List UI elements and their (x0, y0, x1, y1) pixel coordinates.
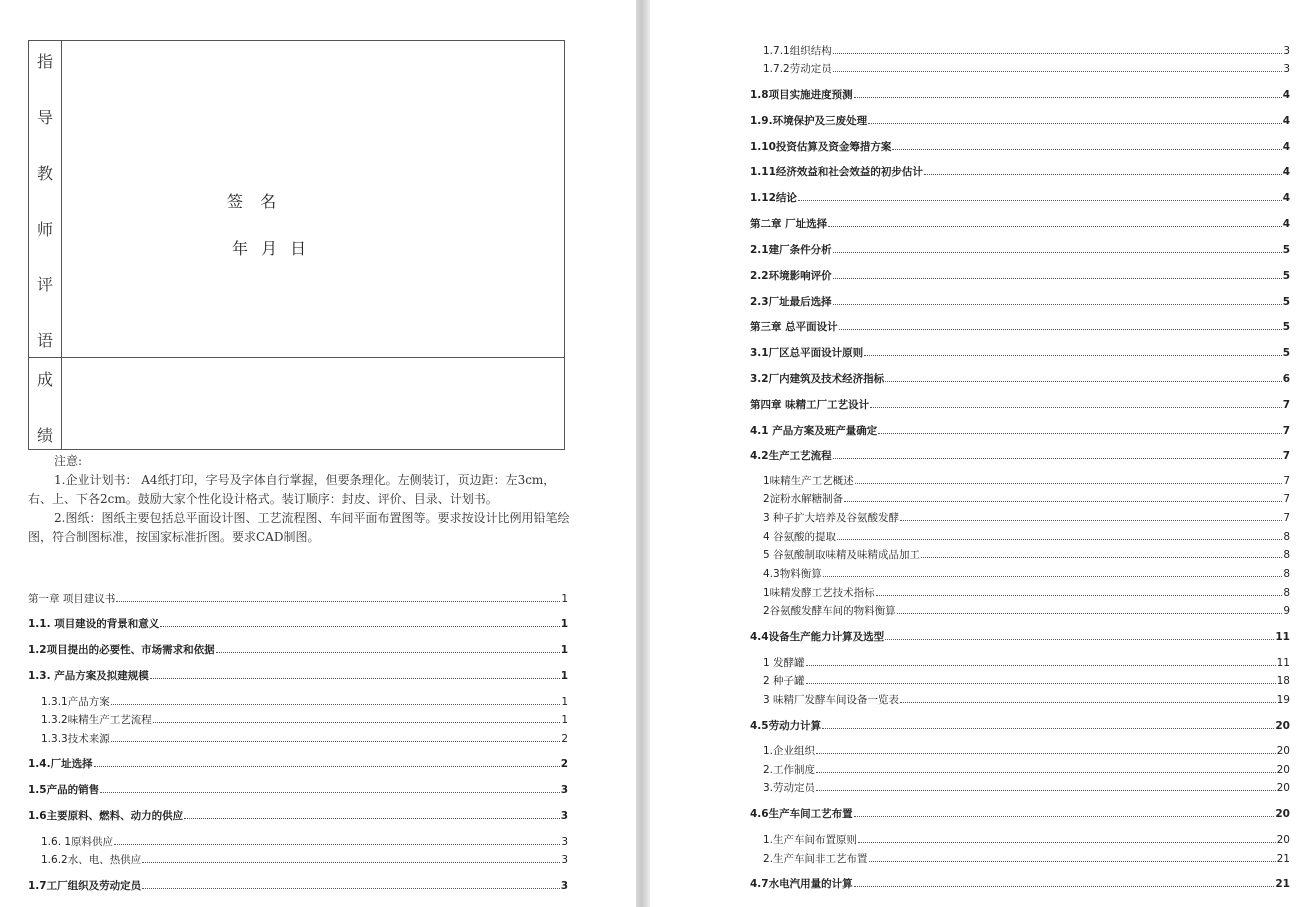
toc-dot-leader (142, 862, 560, 863)
toc-dot-leader (160, 626, 559, 627)
toc-entry-title: 1.8项目实施进度预测 (750, 89, 853, 101)
toc-dot-leader (822, 728, 1274, 729)
toc-entry-title: 1.3.3技术来源 (41, 733, 110, 745)
toc-page-number: 3 (560, 784, 568, 796)
toc-entry (750, 397, 1290, 412)
toc-page-number: 3 (560, 810, 568, 822)
toc-entry (763, 510, 1290, 525)
toc-page-number: 4 (1282, 218, 1290, 230)
toc-dot-leader (833, 304, 1282, 305)
toc-entry (750, 216, 1290, 231)
toc-entry-title: 4.6生产车间工艺布置 (750, 808, 853, 820)
toc-entry (41, 834, 568, 849)
toc-page-number: 11 (1275, 631, 1290, 643)
toc-entry (763, 762, 1290, 777)
toc-page-number: 7 (1282, 450, 1290, 462)
grade-label (29, 358, 62, 450)
toc-entry (750, 190, 1290, 205)
toc-dot-leader (837, 539, 1282, 540)
toc-entry-title: 2淀粉水解糖制备 (763, 493, 844, 505)
notes-section (28, 452, 573, 547)
toc-entry (750, 139, 1290, 154)
toc-page-number: 9 (1283, 605, 1290, 617)
toc-entry-title: 1.6主要原料、燃料、动力的供应 (28, 810, 184, 822)
toc-entry-title: 4.4设备生产能力计算及选型 (750, 631, 885, 643)
toc-page-number: 4 (1282, 89, 1290, 101)
date-label: 年 月 日 (232, 239, 308, 258)
toc-entry (28, 756, 568, 771)
toc-page-number: 3 (560, 880, 568, 892)
toc-entry (763, 585, 1290, 600)
toc-page-number: 5 (1282, 321, 1290, 333)
toc-entry-title: 1.3.2味精生产工艺流程 (41, 714, 152, 726)
toc-page-number: 8 (1283, 549, 1290, 561)
toc-dot-leader (878, 433, 1281, 434)
toc-entry-title: 1.9.环境保护及三废处理 (750, 115, 868, 127)
toc-dot-leader (868, 123, 1282, 124)
toc-entry-title: 2.2环境影响评价 (750, 270, 832, 282)
label-char: 语 (37, 331, 54, 350)
toc-page-number: 11 (1276, 657, 1290, 669)
toc-page-number: 3 (1283, 45, 1290, 57)
toc-dot-leader (142, 888, 560, 889)
toc-entry-title: 2 种子罐 (763, 675, 805, 687)
toc-entry-title: 4.5劳动力计算 (750, 720, 822, 732)
toc-page-number: 8 (1283, 568, 1290, 580)
toc-page-number: 7 (1283, 493, 1290, 505)
toc-entry-title: 1.生产车间布置原则 (763, 834, 858, 846)
toc-dot-leader (892, 149, 1281, 150)
toc-entry (750, 242, 1290, 257)
toc-page-number: 1 (561, 593, 568, 605)
toc-entry-title: 1.6. 1原料供应 (41, 836, 114, 848)
toc-entry (763, 566, 1290, 581)
teacher-comment-label (29, 41, 62, 357)
toc-entry-title: 1.7.2劳动定员 (763, 63, 832, 75)
toc-entry-title: 2谷氨酸发酵车间的物料衡算 (763, 605, 896, 617)
toc-entry (763, 692, 1290, 707)
toc-page-number: 20 (1276, 745, 1290, 757)
toc-entry (41, 852, 568, 867)
toc-dot-leader (184, 818, 560, 819)
toc-page-number: 1 (560, 618, 568, 630)
toc-entry-title: 2.工作制度 (763, 764, 816, 776)
toc-page-number: 4 (1282, 115, 1290, 127)
toc-entry (763, 780, 1290, 795)
toc-entry (763, 491, 1290, 506)
toc-page-number: 4 (1282, 166, 1290, 178)
toc-entry (750, 164, 1290, 179)
toc-dot-leader (833, 53, 1283, 54)
toc-entry-title: 1 发酵罐 (763, 657, 805, 669)
toc-entry (41, 694, 568, 709)
document-page-left (0, 0, 636, 907)
toc-dot-leader (806, 683, 1276, 684)
toc-entry (763, 832, 1290, 847)
toc-entry-title: 5 谷氨酸制取味精及味精成品加工 (763, 549, 921, 561)
toc-dot-leader (823, 576, 1283, 577)
toc-page-number: 21 (1276, 853, 1290, 865)
toc-entry (763, 473, 1290, 488)
toc-entry (750, 319, 1290, 334)
toc-entry (750, 345, 1290, 360)
toc-page-number: 19 (1276, 694, 1290, 706)
toc-dot-leader (94, 766, 560, 767)
toc-entry (763, 603, 1290, 618)
notes-item: 2.图纸：图纸主要包括总平面设计图、工艺流程图、车间平面布置图等。要求按设计比例用铅笔绘图，符合制图标准，按国家标准折图。要求CAD制图。 (28, 511, 570, 544)
toc-entry (763, 851, 1290, 866)
toc-entry (763, 655, 1290, 670)
toc-page-number: 6 (1282, 373, 1290, 385)
toc-dot-leader (885, 639, 1274, 640)
toc-page-number: 7 (1282, 425, 1290, 437)
toc-page-number: 20 (1276, 764, 1290, 776)
label-char: 成 (37, 370, 54, 389)
toc-page-number: 1 (560, 670, 568, 682)
page-gap (636, 0, 650, 907)
toc-page-number: 7 (1283, 475, 1290, 487)
toc-page-number: 4 (1282, 141, 1290, 153)
notes-item: 1.企业计划书： A4纸打印，字号及字体自行掌握，但要条理化。左侧装订，页边距：左3cm，右、上、下各2cm。鼓励大家个性化设计格式。装订顺序：封皮、评价、目录、计划书。 (28, 473, 556, 506)
toc-dot-leader (855, 483, 1283, 484)
toc-entry (750, 876, 1290, 891)
toc-entry (750, 268, 1290, 283)
toc-entry (28, 591, 568, 606)
toc-page-number: 20 (1276, 834, 1290, 846)
toc-entry (750, 87, 1290, 102)
toc-dot-leader (900, 520, 1282, 521)
toc-entry-title: 1.11经济效益和社会效益的初步估计 (750, 166, 923, 178)
toc-page-number: 1 (561, 696, 568, 708)
toc-entry-title: 3 味精厂发酵车间设备一览表 (763, 694, 900, 706)
toc-entry (28, 782, 568, 797)
toc-dot-leader (844, 501, 1282, 502)
toc-dot-leader (854, 816, 1275, 817)
toc-page-number: 4 (1282, 192, 1290, 204)
toc-dot-leader (869, 861, 1276, 862)
toc-dot-leader (816, 753, 1276, 754)
toc-dot-leader (153, 722, 561, 723)
toc-dot-leader (798, 200, 1282, 201)
toc-dot-leader (870, 407, 1282, 408)
toc-dot-leader (116, 601, 560, 602)
document-page-right (650, 0, 1311, 907)
toc-page-number: 7 (1283, 512, 1290, 524)
toc-dot-leader (111, 741, 561, 742)
toc-dot-leader (828, 226, 1282, 227)
toc-dot-leader (921, 557, 1282, 558)
toc-entry (763, 43, 1290, 58)
toc-dot-leader (100, 792, 560, 793)
toc-entry-title: 第二章 厂址选择 (750, 218, 828, 230)
toc-entry-title: 第三章 总平面设计 (750, 321, 838, 333)
toc-page-number: 3 (561, 854, 568, 866)
toc-entry-title: 2.3厂址最后选择 (750, 296, 832, 308)
toc-entry-title: 1.1. 项目建设的背景和意义 (28, 618, 160, 630)
toc-entry-title: 3.2厂内建筑及技术经济指标 (750, 373, 885, 385)
toc-entry-title: 1味精生产工艺概述 (763, 475, 854, 487)
toc-entry-title: 1.3.1产品方案 (41, 696, 110, 708)
toc-entry (750, 423, 1290, 438)
toc-page-number: 8 (1283, 587, 1290, 599)
toc-dot-leader (885, 381, 1282, 382)
toc-dot-leader (114, 844, 560, 845)
toc-page-number: 8 (1283, 531, 1290, 543)
toc-dot-leader (858, 842, 1276, 843)
signature-label: 签 名 (227, 192, 283, 211)
label-char: 师 (37, 220, 54, 239)
toc-entry (750, 629, 1290, 644)
label-char: 教 (37, 164, 54, 183)
toc-page-number: 20 (1276, 782, 1290, 794)
notes-heading: 注意: (54, 454, 83, 468)
toc-entry-title: 1.6.2水、电、热供应 (41, 854, 142, 866)
label-char: 指 (37, 52, 54, 71)
toc-dot-leader (833, 278, 1282, 279)
toc-entry-title: 4 谷氨酸的提取 (763, 531, 837, 543)
toc-page-number: 20 (1275, 808, 1290, 820)
label-char: 导 (37, 108, 54, 127)
toc-page-number: 7 (1282, 399, 1290, 411)
toc-entry (28, 668, 568, 683)
toc-entry (750, 448, 1290, 463)
toc-entry-title: 第四章 味精工厂工艺设计 (750, 399, 870, 411)
toc-entry-title: 1.7工厂组织及劳动定员 (28, 880, 142, 892)
toc-page-number: 21 (1275, 878, 1290, 890)
toc-entry (28, 616, 568, 631)
toc-dot-leader (924, 174, 1282, 175)
toc-entry-title: 1味精发酵工艺技术指标 (763, 587, 875, 599)
toc-dot-leader (833, 252, 1282, 253)
toc-dot-leader (833, 458, 1282, 459)
toc-dot-leader (854, 886, 1275, 887)
toc-entry (28, 878, 568, 893)
toc-page-number: 3 (1283, 63, 1290, 75)
toc-page-number: 2 (561, 733, 568, 745)
toc-entry-title: 4.1 产品方案及班产量确定 (750, 425, 878, 437)
toc-entry (763, 61, 1290, 76)
toc-dot-leader (816, 790, 1276, 791)
toc-page-number: 3 (561, 836, 568, 848)
toc-entry (763, 673, 1290, 688)
toc-page-number: 5 (1282, 244, 1290, 256)
evaluation-table (28, 40, 565, 450)
toc-dot-leader (864, 355, 1282, 356)
toc-entry (763, 547, 1290, 562)
toc-dot-leader (900, 702, 1276, 703)
toc-entry (28, 642, 568, 657)
grade-row (29, 358, 564, 450)
toc-page-number: 1 (560, 644, 568, 656)
toc-entry-title: 2.1建厂条件分析 (750, 244, 832, 256)
toc-dot-leader (833, 71, 1283, 72)
toc-entry (41, 731, 568, 746)
toc-entry-title: 4.7水电汽用量的计算 (750, 878, 853, 890)
toc-entry (28, 808, 568, 823)
toc-entry-title: 3 种子扩大培养及谷氨酸发酵 (763, 512, 900, 524)
toc-entry (750, 294, 1290, 309)
toc-entry-title: 第一章 项目建议书 (28, 593, 116, 605)
toc-entry (41, 712, 568, 727)
toc-entry (750, 806, 1290, 821)
toc-page-number: 5 (1282, 347, 1290, 359)
toc-dot-leader (854, 97, 1282, 98)
label-char: 评 (37, 275, 54, 294)
toc-dot-leader (111, 704, 561, 705)
toc-dot-leader (839, 329, 1282, 330)
label-char: 绩 (37, 426, 54, 445)
toc-entry (763, 529, 1290, 544)
toc-entry-title: 1.7.1组织结构 (763, 45, 832, 57)
toc-entry-title: 1.12结论 (750, 192, 797, 204)
toc-entry-title: 1.4.厂址选择 (28, 758, 93, 770)
toc-entry-title: 2.生产车间非工艺布置 (763, 853, 868, 865)
toc-dot-leader (216, 652, 560, 653)
toc-page-number: 1 (561, 714, 568, 726)
toc-entry (750, 113, 1290, 128)
toc-page-number: 2 (560, 758, 568, 770)
toc-entry (763, 743, 1290, 758)
toc-entry (750, 371, 1290, 386)
toc-entry-title: 4.2生产工艺流程 (750, 450, 832, 462)
toc-dot-leader (897, 613, 1283, 614)
toc-dot-leader (816, 772, 1276, 773)
toc-page-number: 18 (1276, 675, 1290, 687)
toc-entry (750, 718, 1290, 733)
teacher-comment-row (29, 41, 564, 358)
toc-entry-title: 3.1厂区总平面设计原则 (750, 347, 864, 359)
toc-dot-leader (150, 678, 560, 679)
toc-page-number: 20 (1275, 720, 1290, 732)
toc-entry-title: 1.企业组织 (763, 745, 816, 757)
toc-entry-title: 4.3物料衡算 (763, 568, 822, 580)
toc-entry-title: 1.10投资估算及资金筹措方案 (750, 141, 892, 153)
toc-entry-title: 1.5产品的销售 (28, 784, 100, 796)
toc-entry-title: 1.3. 产品方案及拟建规模 (28, 670, 149, 682)
toc-entry-title: 1.2项目提出的必要性、市场需求和依据 (28, 644, 215, 656)
toc-page-number: 5 (1282, 296, 1290, 308)
toc-dot-leader (876, 595, 1283, 596)
toc-dot-leader (806, 665, 1276, 666)
toc-page-number: 5 (1282, 270, 1290, 282)
toc-entry-title: 3.劳动定员 (763, 782, 816, 794)
